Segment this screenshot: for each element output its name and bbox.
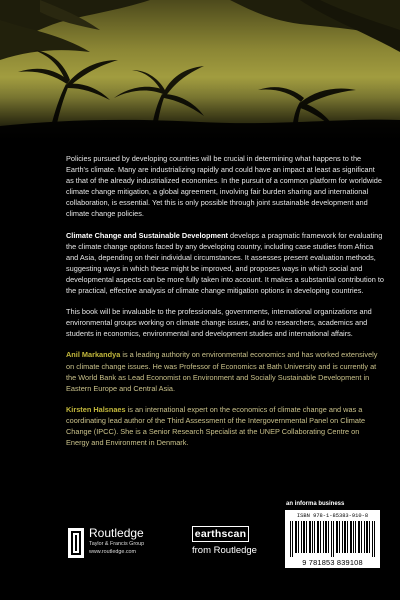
blurb-paragraph-2: [66, 230, 384, 297]
blurb-paragraph-1: Policies pursued by developing countries will be crucial in determining what happens to the Earth's climate. Many are industrializing rapidly and could have an impact at least as significant as that of the already industrialized economies. In the pursuit of a common platform for worldwide climate change mitigation, a global agreement, involving fair burden sharing and international collaboration, is essential. Yet this is only possible through joint sustainable development and climate change policies.: [66, 154, 382, 219]
blurb-paragraph-2-body: develops a pragmatic framework for evaluating the climate change options faced by any developing country, including case studies from Africa and Asia, depending on their individual circumstances. It assesses present evaluation methods, suggesting ways in which these might be improved, and proposes ways in which social and developmental aspects can be more fully taken into account. It makes a substantial contribution to the practical, effective analysis of climate change mitigation options in developing countries.: [66, 230, 385, 296]
book-title-inline: Climate Change and Sustainable Development: [66, 230, 229, 240]
isbn-barcode: [285, 510, 380, 568]
author-name-2: Kirsten Halsnaes: [66, 404, 126, 414]
informa-tagline: an informa business: [286, 501, 345, 507]
blurb-text: [66, 153, 384, 458]
routledge-url: www.routledge.com: [89, 549, 137, 555]
author-bio-2: [66, 404, 384, 448]
palm-trees-photo: [0, 0, 400, 140]
earthscan-from-routledge: from Routledge: [192, 545, 257, 556]
routledge-logo-icon: [68, 528, 84, 558]
author-bio-text-2: is an international expert on the economics of climate change and was a coordinating lead author of the Third Assessment of the Intergovernmental Panel on Climate Change (IPCC). She is a Senior Research Specialist at the UNEP Collaborating Centre on Energy and Environment in Denmark.: [66, 404, 366, 448]
blurb-paragraph-3: This book will be invaluable to the professionals, governments, international organizations and environmental groups working on climate change issues, and to researchers, academics and students in economics, environmental and development studies and international affairs.: [66, 307, 372, 339]
routledge-subtitle: Taylor & Francis Group: [89, 541, 145, 547]
isbn-label: ISBN 978-1-85383-910-8: [296, 513, 369, 519]
barcode-number: 9 781853 839108: [302, 558, 363, 567]
author-name-1: Anil Markandya: [66, 350, 121, 360]
routledge-name: Routledge: [89, 526, 144, 540]
author-bio-1: [66, 349, 384, 393]
author-bio-text-1: is a leading authority on environmental economics and has worked extensively on climate change issues. He was Professor of Economics at Bath University and is currently at the World Bank as Lead Economist on Environment and Socially Sustainable Development in Eastern Europe and Central Asia.: [66, 350, 378, 393]
earthscan-logo: earthscan: [192, 526, 249, 542]
barcode-icon: [290, 521, 375, 557]
